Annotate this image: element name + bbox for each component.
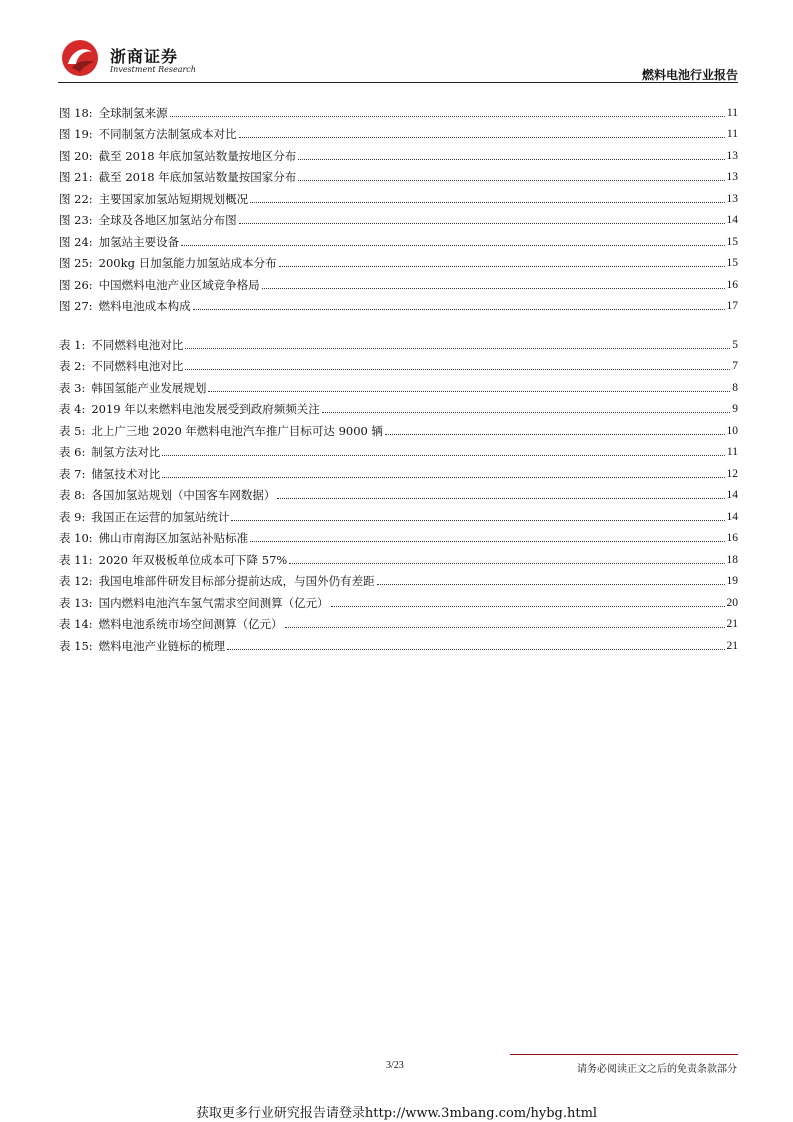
table-list — [59, 330, 738, 653]
dot-leader — [231, 520, 724, 521]
dot-leader — [181, 245, 724, 246]
dot-leader — [289, 563, 724, 564]
table-entry[interactable] — [59, 352, 738, 374]
footer-divider — [510, 1054, 738, 1055]
figure-entry-page: 13 — [726, 192, 738, 205]
figure-entry[interactable] — [59, 163, 738, 185]
table-entry-page: 21 — [726, 639, 738, 652]
figure-entry-title: 加氢站主要设备 — [98, 234, 180, 249]
table-entry-page: 16 — [726, 532, 738, 544]
table-entry-page: 20 — [726, 596, 738, 609]
figure-entry-title: 全球及各地区加氢站分布图 — [98, 213, 237, 227]
dot-leader — [250, 541, 724, 542]
dot-leader — [277, 498, 724, 499]
figure-entry-label: 图 26: — [59, 277, 93, 292]
dot-leader — [162, 455, 725, 456]
brand-subtitle: Investment Research — [110, 65, 196, 74]
dot-leader — [322, 412, 730, 413]
table-entry-title: 我国电堆部件研发目标部分提前达成，与国外仍有差距 — [98, 574, 375, 588]
zheshang-logo-icon — [58, 38, 102, 78]
table-entry-title: 不同燃料电池对比 — [91, 359, 184, 373]
table-entry-label: 表 14: — [59, 617, 93, 631]
dot-leader — [208, 391, 730, 392]
dot-leader — [185, 369, 730, 370]
table-entry[interactable] — [59, 631, 738, 653]
figure-entry-title: 中国燃料电池产业区域竞争格局 — [98, 277, 260, 292]
dot-leader — [162, 477, 724, 478]
table-entry-title: 不同燃料电池对比 — [91, 337, 184, 352]
table-entry[interactable] — [59, 481, 738, 503]
table-entry-title: 国内燃料电池汽车氢气需求空间测算（亿元） — [98, 595, 329, 610]
table-entry-title: 北上广三地 2020 年燃料电池汽车推广目标可达 9000 辆 — [91, 423, 384, 438]
table-entry-title: 储氢技术对比 — [91, 466, 161, 481]
table-entry-label: 表 15: — [59, 638, 93, 653]
table-entry[interactable] — [59, 567, 738, 589]
table-entry-title: 2020 年双极板单位成本可下降 57% — [98, 552, 288, 567]
figure-entry[interactable] — [59, 292, 738, 314]
table-entry[interactable] — [59, 373, 738, 395]
table-entry-label: 表 7: — [59, 466, 86, 481]
figure-entry-page: 15 — [726, 235, 738, 248]
figure-entry[interactable] — [59, 227, 738, 249]
table-entry-label: 表 11: — [59, 552, 93, 567]
page-number: 3/23 — [386, 1060, 404, 1071]
figure-entry-page: 15 — [726, 257, 738, 269]
table-entry-page: 21 — [726, 618, 738, 630]
page-header — [58, 38, 738, 84]
table-entry[interactable] — [59, 524, 738, 546]
figure-entry-title: 截至 2018 年底加氢站数量按国家分布 — [98, 170, 297, 184]
table-entry-page: 5 — [732, 338, 738, 351]
table-entry[interactable] — [59, 395, 738, 417]
table-entry-title: 各国加氢站规划（中国客车网数据） — [91, 488, 276, 502]
figure-entry-label: 图 25: — [59, 256, 93, 270]
figure-entry-title: 200kg 日加氢能力加氢站成本分布 — [98, 256, 277, 270]
table-entry-title: 韩国氢能产业发展规划 — [91, 380, 207, 395]
brand-name: 浙商证券 — [110, 47, 179, 66]
table-entry-page: 18 — [726, 553, 738, 566]
figure-entry-title: 截至 2018 年底加氢站数量按地区分布 — [98, 148, 297, 163]
table-entry-title: 2019 年以来燃料电池发展受到政府频频关注 — [91, 402, 320, 416]
table-entry-label: 表 9: — [59, 509, 86, 524]
dot-leader — [285, 627, 725, 628]
download-banner[interactable]: 获取更多行业研究报告请登录http://www.3mbang.com/hybg.html — [195, 1106, 598, 1121]
dot-leader — [239, 223, 725, 224]
report-title: 燃料电池行业报告 — [641, 68, 738, 82]
dot-leader — [193, 309, 725, 310]
table-entry-page: 19 — [726, 575, 738, 587]
table-entry[interactable] — [59, 459, 738, 481]
header-divider — [58, 82, 738, 83]
table-entry-title: 制氢方法对比 — [91, 445, 161, 459]
figure-entry-page: 11 — [726, 106, 738, 119]
figure-entry-title: 不同制氢方法制氢成本对比 — [98, 127, 237, 141]
table-entry[interactable] — [59, 502, 738, 524]
table-entry[interactable] — [59, 438, 738, 460]
table-entry[interactable] — [59, 416, 738, 438]
table-entry-label: 表 10: — [59, 531, 93, 545]
figure-entry-page: 17 — [726, 300, 738, 312]
table-entry[interactable] — [59, 545, 738, 567]
table-entry-label: 表 8: — [59, 488, 86, 502]
table-entry-page: 11 — [726, 446, 738, 458]
table-entry-page: 10 — [726, 424, 738, 437]
figure-entry[interactable] — [59, 270, 738, 292]
dot-leader — [331, 606, 725, 607]
table-entry-page: 7 — [732, 360, 738, 372]
table-entry-page: 14 — [726, 489, 738, 501]
figure-entry-page: 14 — [726, 214, 738, 226]
figure-entry[interactable] — [59, 141, 738, 163]
table-entry[interactable] — [59, 588, 738, 610]
figure-list — [59, 98, 738, 313]
figure-entry-label: 图 19: — [59, 127, 93, 141]
dot-leader — [239, 137, 725, 138]
table-entry[interactable] — [59, 610, 738, 632]
table-entry-page: 8 — [732, 381, 738, 394]
figure-entry[interactable] — [59, 120, 738, 142]
figure-entry[interactable] — [59, 98, 738, 120]
table-entry-label: 表 1: — [59, 337, 86, 352]
dot-leader — [298, 180, 724, 181]
table-entry-title: 佛山市南海区加氢站补贴标准 — [98, 531, 249, 545]
dot-leader — [298, 159, 724, 160]
figure-entry-label: 图 23: — [59, 213, 93, 227]
figure-entry[interactable] — [59, 249, 738, 271]
figure-entry-label: 图 24: — [59, 234, 93, 249]
figure-entry-label: 图 20: — [59, 148, 93, 163]
table-entry-label: 表 6: — [59, 445, 86, 459]
table-entry-page: 9 — [732, 403, 738, 415]
table-entry-page: 14 — [726, 510, 738, 523]
dot-leader — [185, 348, 730, 349]
figure-entry-label: 图 27: — [59, 299, 93, 313]
dot-leader — [262, 288, 725, 289]
dot-leader — [227, 649, 724, 650]
table-entry-label: 表 5: — [59, 423, 86, 438]
table-entry-page: 12 — [726, 467, 738, 480]
dot-leader — [279, 266, 725, 267]
table-entry-label: 表 12: — [59, 574, 93, 588]
dot-leader — [170, 116, 725, 117]
figure-entry-label: 图 21: — [59, 170, 93, 184]
table-entry-label: 表 13: — [59, 595, 93, 610]
table-entry[interactable] — [59, 330, 738, 352]
figure-entry[interactable] — [59, 206, 738, 228]
figure-entry-title: 燃料电池成本构成 — [98, 299, 191, 313]
figure-entry[interactable] — [59, 184, 738, 206]
figure-entry-title: 主要国家加氢站短期规划概况 — [98, 191, 249, 206]
table-entry-label: 表 2: — [59, 359, 86, 373]
dot-leader — [385, 434, 724, 435]
figure-entry-label: 图 18: — [59, 105, 93, 120]
table-entry-title: 我国正在运营的加氢站统计 — [91, 509, 230, 524]
figure-entry-page: 13 — [726, 149, 738, 162]
figure-entry-title: 全球制氢来源 — [98, 105, 168, 120]
table-entry-title: 燃料电池产业链标的梳理 — [98, 638, 226, 653]
dot-leader — [250, 202, 724, 203]
figure-entry-page: 16 — [726, 278, 738, 291]
figure-entry-page: 11 — [726, 128, 738, 140]
table-entry-label: 表 3: — [59, 380, 86, 395]
table-entry-title: 燃料电池系统市场空间测算（亿元） — [98, 617, 283, 631]
figure-entry-label: 图 22: — [59, 191, 93, 206]
table-entry-label: 表 4: — [59, 402, 86, 416]
disclaimer: 请务必阅读正文之后的免责条款部分 — [577, 1064, 737, 1075]
dot-leader — [377, 584, 725, 585]
figure-entry-page: 13 — [726, 171, 738, 183]
